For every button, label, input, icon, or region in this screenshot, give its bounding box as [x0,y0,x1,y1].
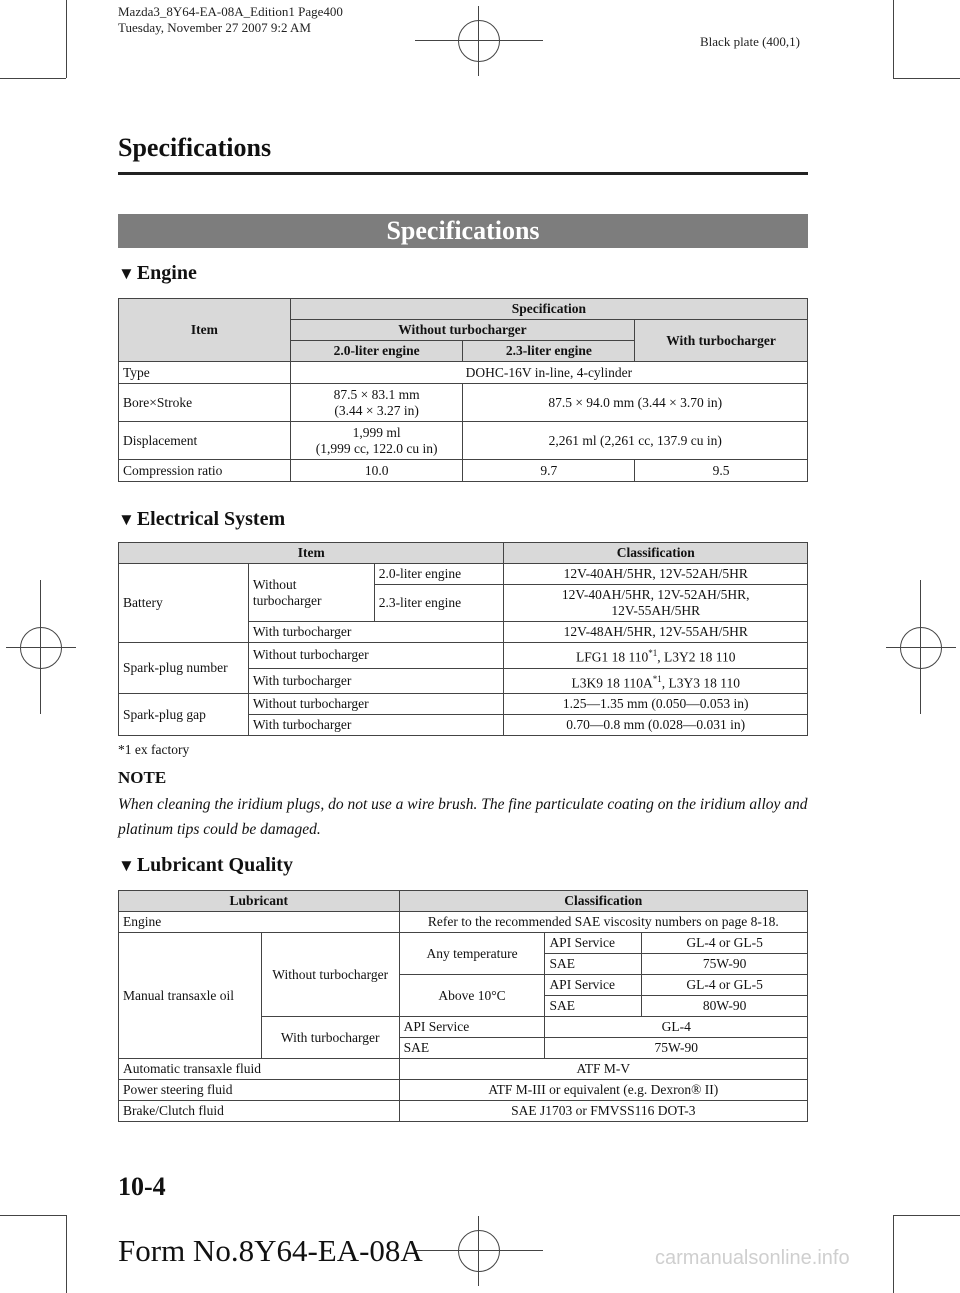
table-row: With turbocharger 0.70―0.8 mm (0.028―0.031 in) [119,715,808,736]
table-row: With turbocharger API Service GL-4 [119,1017,808,1038]
col-classification: Classification [504,543,808,564]
header-file: Mazda3_8Y64-EA-08A_Edition1 Page400 [118,4,343,19]
header-rule [118,172,808,175]
table-row: Power steering fluid ATF M-III or equivalent (e.g. Dexron® II) [119,1080,808,1101]
table-row: Spark-plug gap Without turbocharger 1.25―1.35 mm (0.050―0.053 in) [119,694,808,715]
table-row: Spark-plug number Without turbocharger LFG1 18 110$^{*1}$, L3Y2 18 110 [119,643,808,669]
table-row: Automatic transaxle fluid ATF M-V [119,1059,808,1080]
col-with-turbo: With turbocharger [635,320,808,362]
lubricant-table [118,890,808,1122]
col-23-engine: 2.3-liter engine [463,341,635,362]
electrical-table [118,542,808,736]
col-spec: Specification [290,299,807,320]
section-title: Specifications [118,133,272,162]
table-row: Type DOHC-16V in-line, 4-cylinder [119,362,808,384]
col-lubricant: Lubricant [119,891,400,912]
note-title: NOTE [118,768,167,787]
triangle-icon: ▼ [118,264,135,283]
watermark: carmanualsonline.info [655,1247,850,1269]
col-20-engine: 2.0-liter engine [290,341,463,362]
triangle-icon: ▼ [118,856,135,875]
header-date: Tuesday, November 27 2007 9:2 AM [118,20,311,35]
table-row: Displacement 1,999 ml (1,999 cc, 122.0 cu in) 2,261 ml (2,261 cc, 137.9 cu in) [119,422,808,460]
table-row: With turbocharger 12V-48AH/5HR, 12V-55AH/5HR [119,622,808,643]
table-row: Bore×Stroke 87.5 × 83.1 mm (3.44 × 3.27 in) 87.5 × 94.0 mm (3.44 × 3.70 in) [119,384,808,422]
col-item: Item [119,299,291,362]
table-row: SAE 75W-90 [119,1038,808,1059]
header-plate: Black plate (400,1) [700,34,800,49]
table-row: Above 10°C API Service GL-4 or GL-5 [119,975,808,996]
engine-heading: ▼ Engine [118,262,197,284]
table-row: With turbocharger L3K9 18 $110A^{*1}$, L3Y3 18 110 [119,668,808,694]
triangle-icon: ▼ [118,510,135,529]
electrical-heading: ▼ Electrical System [118,508,286,530]
table-row: Brake/Clutch fluid SAE J1703 or FMVSS116 DOT-3 [119,1101,808,1122]
col-without-turbo: Without turbocharger [290,320,634,341]
page-banner: Specifications [118,214,808,248]
col-item: Item [119,543,504,564]
table-row: 2.3-liter engine 12V-40AH/5HR, 12V-52AH/5HR, 12V-55AH/5HR [119,585,808,622]
footnote: *1 ex factory [118,742,190,757]
table-row: Battery Without turbocharger 2.0-liter engine 12V-40AH/5HR, 12V-52AH/5HR [119,564,808,585]
table-row: SAE 80W-90 [119,996,808,1017]
note-body: When cleaning the iridium plugs, do not use a wire brush. The fine particulate coating on the iridium alloy and platinum tips could be damaged. [118,796,808,838]
engine-table [118,298,808,482]
table-row: SAE 75W-90 [119,954,808,975]
lubricant-heading: ▼ Lubricant Quality [118,854,293,876]
page-number: 10-4 [118,1172,166,1201]
table-row: Manual transaxle oil Without turbocharger Any temperature API Service GL-4 or GL-5 [119,933,808,954]
form-number: Form No.8Y64-EA-08A [118,1233,423,1268]
col-classification: Classification [399,891,807,912]
table-row: Engine Refer to the recommended SAE viscosity numbers on page 8-18. [119,912,808,933]
table-row: Compression ratio 10.0 9.7 9.5 [119,460,808,482]
